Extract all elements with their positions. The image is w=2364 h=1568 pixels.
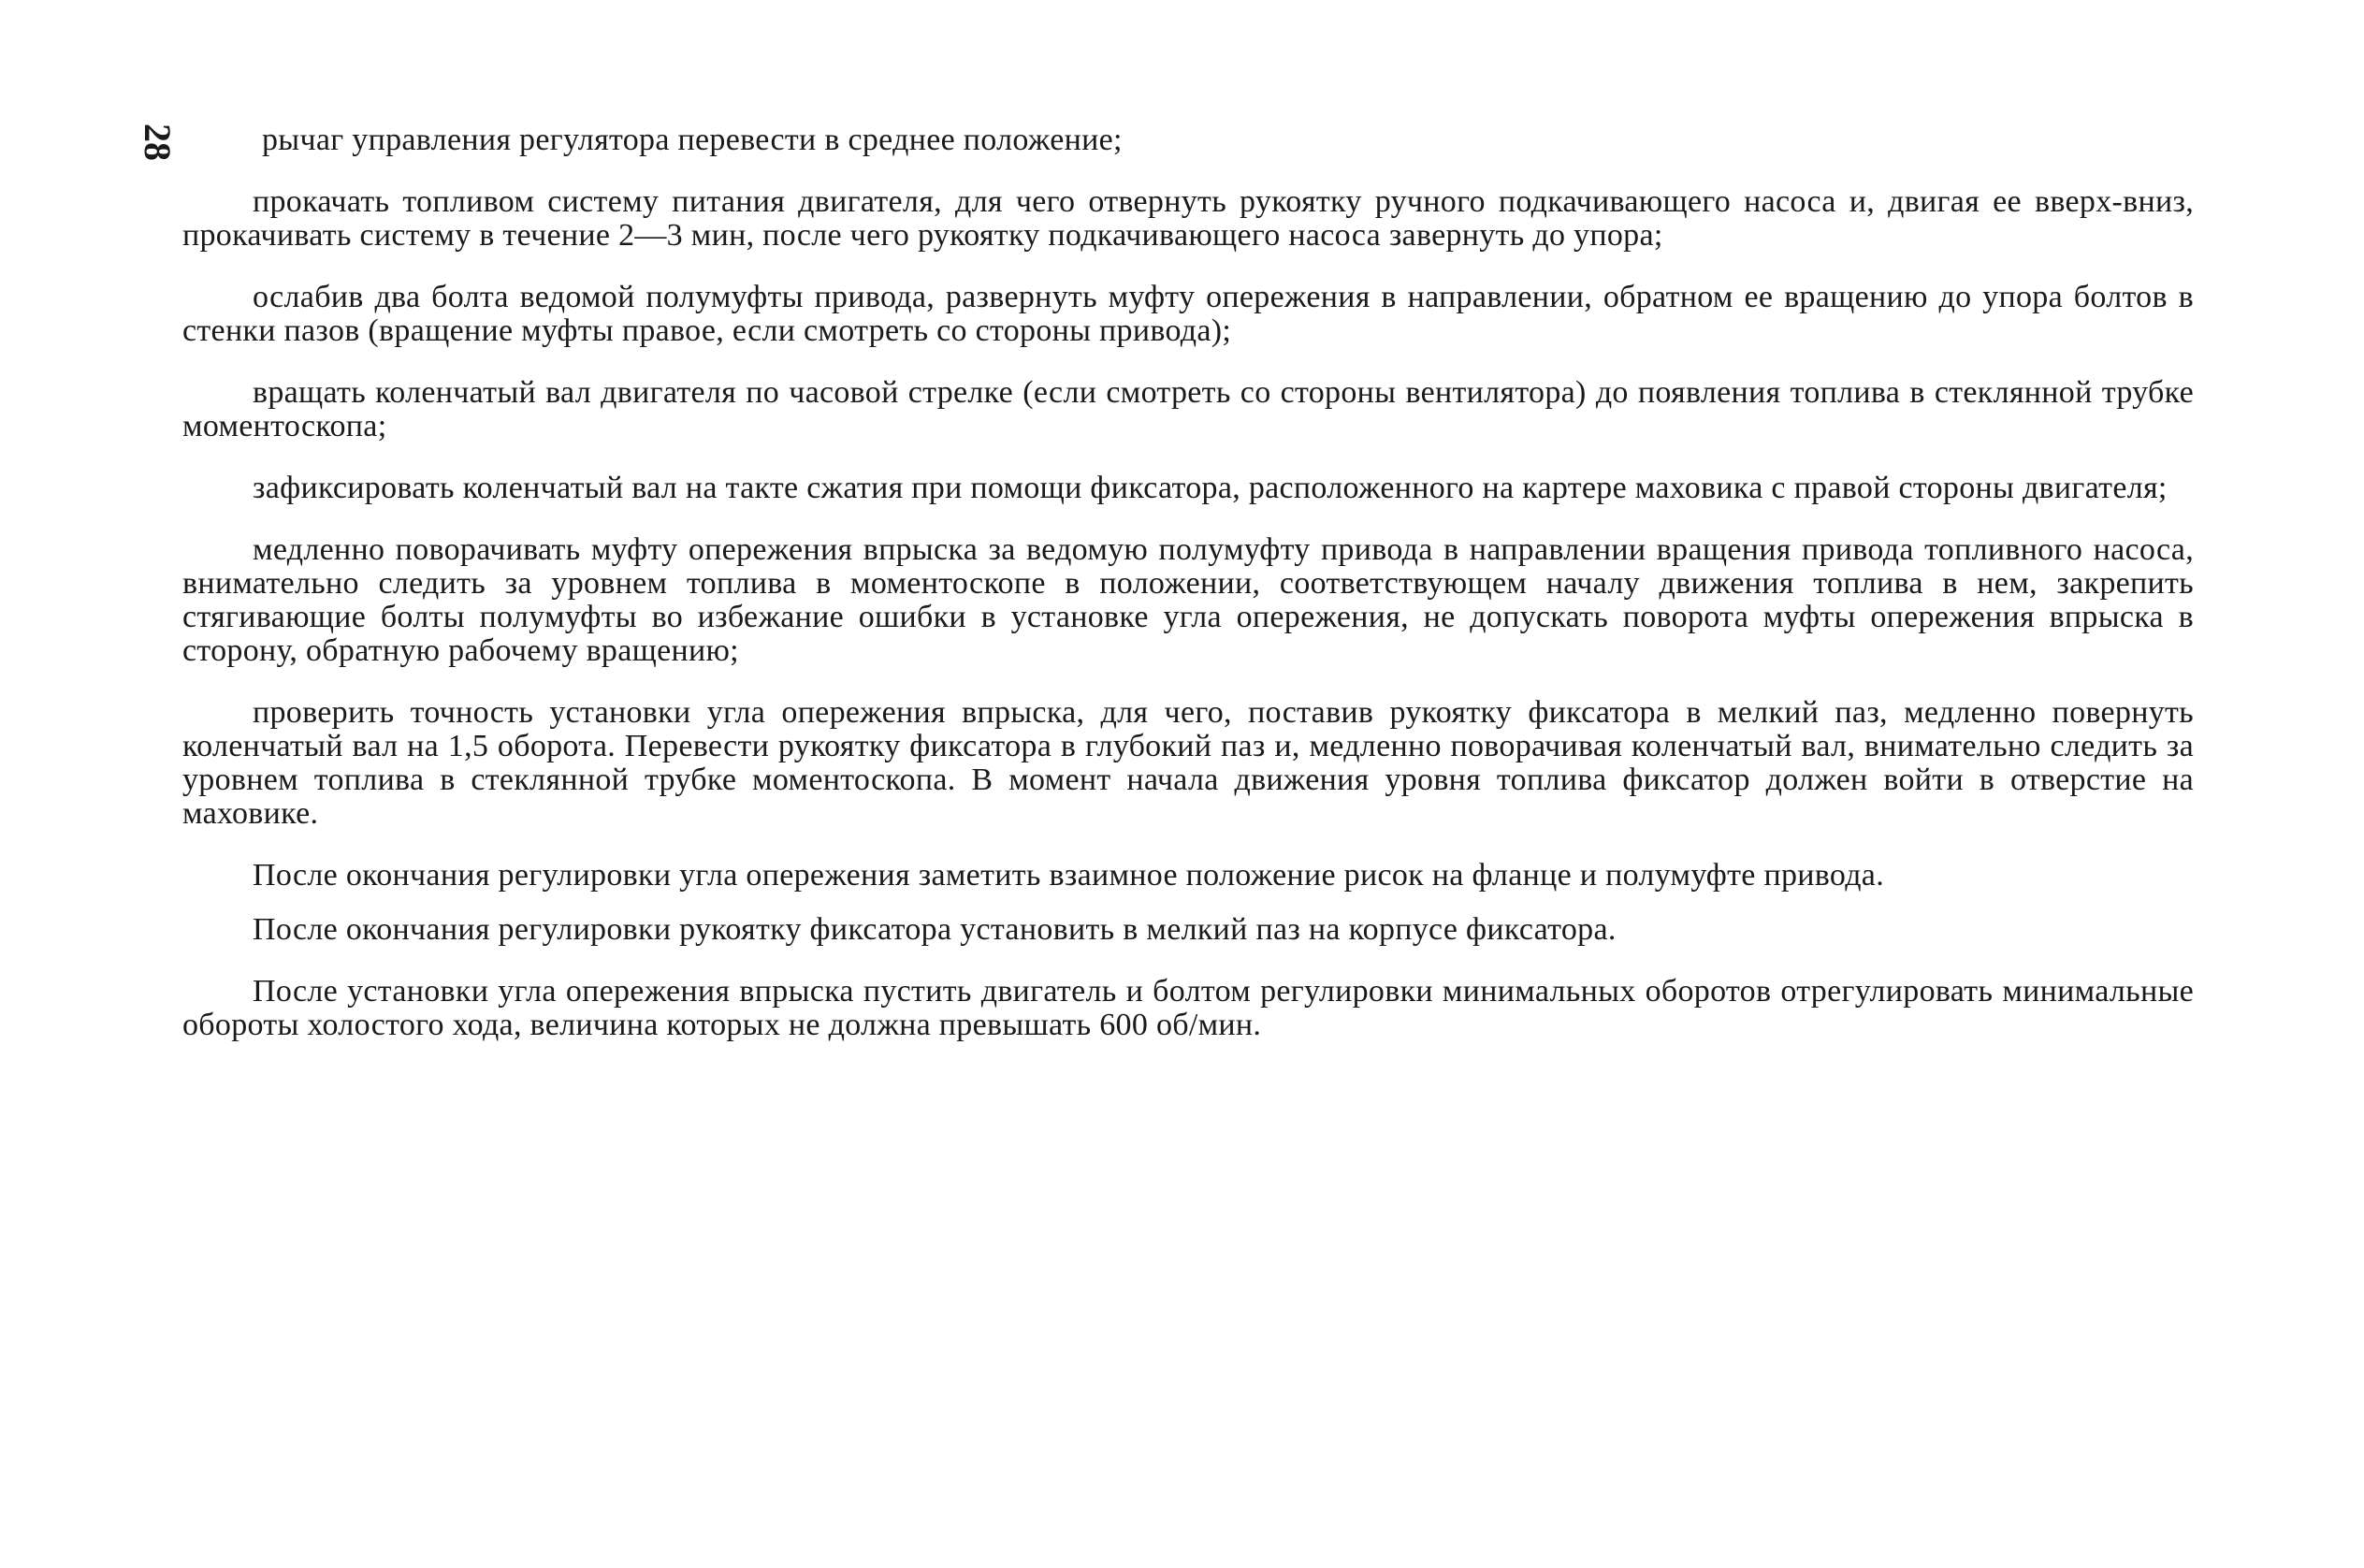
paragraph-loosen-bolts: ослабив два болта ведомой полумуфты привода, развернуть муфту опережения в направлении, обратном ее вращению до упора болтов в стенки пазов (вращение муфты правое, если смотреть со стороны привода); bbox=[182, 280, 2194, 348]
paragraph-idle-speed: После установки угла опережения впрыска пустить двигатель и болтом регулировки минимальных оборотов отрегулировать минимальные обороты холостого хода, величина которых не должна превышать 600 об/мин. bbox=[182, 974, 2194, 1042]
document-body bbox=[182, 123, 2194, 1070]
page-number: 28 bbox=[137, 123, 179, 161]
paragraph-regulator-lever: рычаг управления регулятора перевести в среднее положение; bbox=[262, 123, 1123, 157]
paragraph-set-handle: После окончания регулировки рукоятку фиксатора установить в мелкий паз на корпусе фиксатора. bbox=[253, 912, 1617, 947]
paragraph-turn-coupling: медленно поворачивать муфту опережения впрыска за ведомую полумуфту привода в направлении вращения привода топливного насоса, внимательно следить за уровнем топлива в моментоскопе в положении, соответствующем началу движения топлива в нем, закрепить стягивающие болты полумуфты во избежание ошибки в установке угла опережения, не допускать поворота муфты опережения впрыска в сторону, обратную рабочему вращению; bbox=[182, 532, 2194, 668]
paragraph-check-accuracy: проверить точность установки угла опережения впрыска, для чего, поставив рукоятку фиксатора в мелкий паз, медленно повернуть коленчатый вал на 1,5 оборота. Перевести рукоятку фиксатора в глубокий паз и, медленно поворачивая коленчатый вал, внимательно следить за уровнем топлива в стеклянной трубке моментоскопа. В момент начала движения уровня топлива фиксатор должен войти в отверстие на маховике. bbox=[182, 695, 2194, 831]
paragraph-fix-crankshaft: зафиксировать коленчатый вал на такте сжатия при помощи фиксатора, расположенного на картере маховика с правой стороны двигателя; bbox=[253, 471, 2168, 505]
paragraph-mark-position: После окончания регулировки угла опережения заметить взаимное положение рисок на фланце и полумуфте привода. bbox=[253, 858, 1885, 893]
paragraph-fuel-priming: прокачать топливом систему питания двигателя, для чего отвернуть рукоятку ручного подкачивающего насоса и, двигая ее вверх-вниз, прокачивать систему в течение 2—3 мин, после чего рукоятку подкачивающего насоса завернуть до упора; bbox=[182, 184, 2194, 253]
paragraph-rotate-crankshaft: вращать коленчатый вал двигателя по часовой стрелке (если смотреть со стороны вентилятора) до появления топлива в стеклянной трубке моментоскопа; bbox=[182, 375, 2194, 443]
